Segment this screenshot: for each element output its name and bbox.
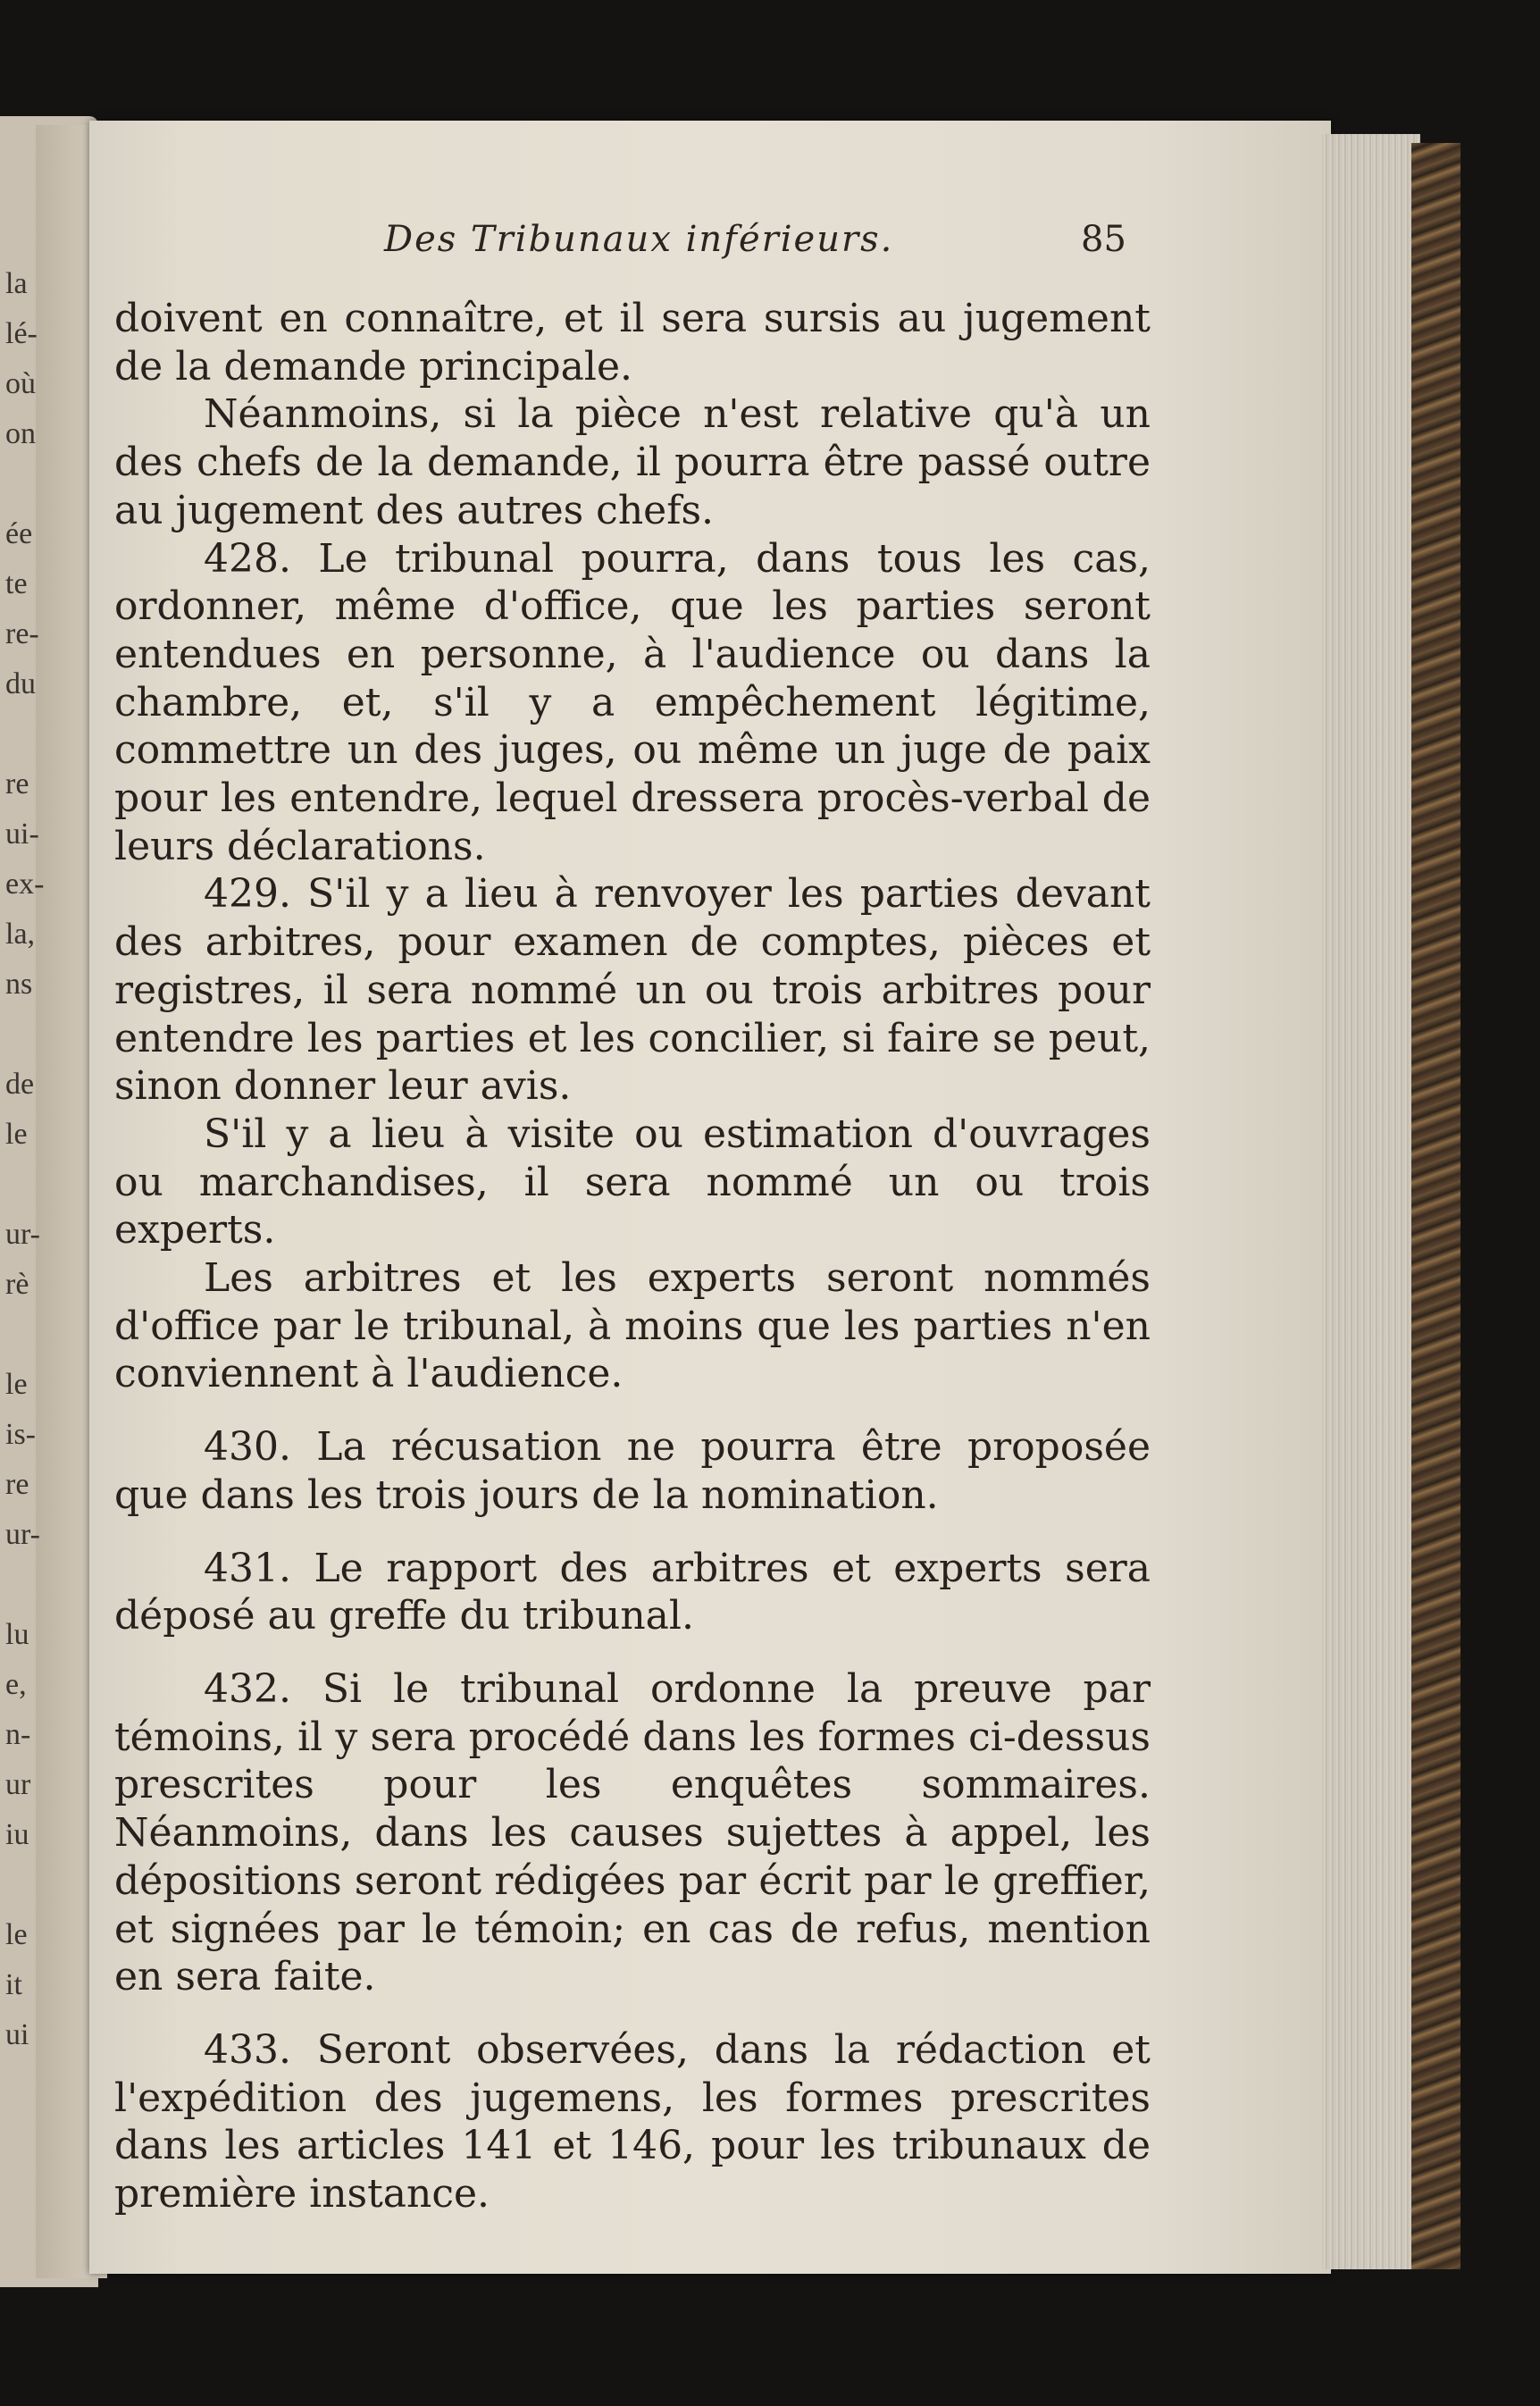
previous-page-line-fragment: iu	[5, 1818, 29, 1851]
previous-page-line-fragment: re	[5, 767, 29, 801]
previous-page-line-fragment: où	[5, 367, 36, 400]
previous-page-line-fragment	[5, 1310, 59, 1360]
paragraph: doivent en connaître, et il sera sursis au jugement de la demande principale.	[114, 296, 1151, 390]
previous-page-line-fragment: is-	[5, 1418, 36, 1451]
previous-page-line-fragment: te	[5, 567, 28, 600]
page-number: 85	[1081, 219, 1126, 260]
running-header: Des Tribunaux inférieurs.	[384, 219, 894, 260]
page-body	[114, 295, 1151, 2218]
previous-page-text-edge	[5, 259, 59, 2060]
previous-page-line-fragment: ui	[5, 2018, 29, 2051]
book-cover-edge	[1411, 143, 1460, 2269]
previous-page-line-fragment: ex-	[5, 868, 45, 901]
article-431: 431. Le rapport des arbitres et experts sera déposé au greffe du tribunal.	[114, 1545, 1151, 1639]
previous-page-line-fragment: re	[5, 1468, 29, 1501]
previous-page-line-fragment: ur-	[5, 1218, 40, 1251]
previous-page-line-fragment: la	[5, 267, 28, 300]
previous-page-line-fragment: re-	[5, 617, 39, 650]
previous-page-line-fragment	[5, 1860, 59, 1910]
previous-page-line-fragment: la,	[5, 918, 36, 951]
article-433: 433. Seront observées, dans la rédaction et l'expédition des jugemens, les formes prescrites dans les articles 141 et 146, pour les tribunaux de première instance.	[114, 2026, 1151, 2217]
paragraph: S'il y a lieu à visite ou estimation d'ouvrages ou marchandises, il sera nommé un ou trois experts.	[114, 1111, 1151, 1253]
article-430: 430. La récusation ne pourra être proposée que dans les trois jours de la nomination.	[114, 1424, 1151, 1518]
previous-page-line-fragment: ui-	[5, 817, 39, 851]
paragraph: Néanmoins, si la pièce n'est relative qu'à un des chefs de la demande, il pourra être passé outre au jugement des autres chefs.	[114, 391, 1151, 533]
previous-page-line-fragment	[5, 459, 59, 509]
previous-page-line-fragment: ns	[5, 968, 33, 1001]
previous-page-line-fragment: ée	[5, 517, 33, 550]
article-432: 432. Si le tribunal ordonne la preuve par témoins, il y sera procédé dans les formes ci-dessus prescrites pour les enquêtes sommaires. Néanmoins, dans les causes sujettes à appel, les dépositions seront rédigées par écrit par le greffier, et signées par le témoin; en cas de refus, mention en sera faite.	[114, 1665, 1151, 2000]
previous-page-line-fragment: e,	[5, 1668, 27, 1701]
previous-page-line-fragment: lu	[5, 1618, 29, 1651]
previous-page-line-fragment: de	[5, 1068, 35, 1101]
previous-page-line-fragment: it	[5, 1968, 22, 2001]
previous-page-line-fragment: ur-	[5, 1518, 40, 1551]
page-fore-edge	[1322, 134, 1420, 2269]
previous-page-line-fragment	[5, 1160, 59, 1210]
previous-page-line-fragment: on	[5, 417, 36, 450]
article-429: 429. S'il y a lieu à renvoyer les parties devant des arbitres, pour examen de comptes, pièces et registres, il sera nommé un ou trois arbitres pour entendre les parties et les concilier, si faire se peut, sinon donner leur avis.	[114, 871, 1151, 1110]
previous-page-line-fragment: le	[5, 1918, 28, 1951]
article-428: 428. Le tribunal pourra, dans tous les cas, ordonner, même d'office, que les parties seront entendues en personne, à l'audience ou dans la chambre, et, s'il y a empêchement légitime, commettre un des juges, ou même un juge de paix pour les entendre, lequel dressera procès-verbal de leurs déclarations.	[114, 535, 1151, 869]
previous-page-line-fragment: le	[5, 1368, 28, 1401]
previous-page-line-fragment: n-	[5, 1718, 31, 1751]
previous-page-line-fragment	[5, 1010, 59, 1060]
previous-page-line-fragment: du	[5, 667, 36, 700]
previous-page-line-fragment	[5, 1560, 59, 1610]
paragraph: Les arbitres et les experts seront nommés d'office par le tribunal, à moins que les parties n'en conviennent à l'audience.	[114, 1255, 1151, 1397]
previous-page-line-fragment	[5, 709, 59, 759]
previous-page-line-fragment: ur	[5, 1768, 31, 1801]
previous-page-line-fragment: lé-	[5, 317, 38, 350]
previous-page-line-fragment: rè	[5, 1268, 29, 1301]
previous-page-line-fragment: le	[5, 1118, 28, 1151]
